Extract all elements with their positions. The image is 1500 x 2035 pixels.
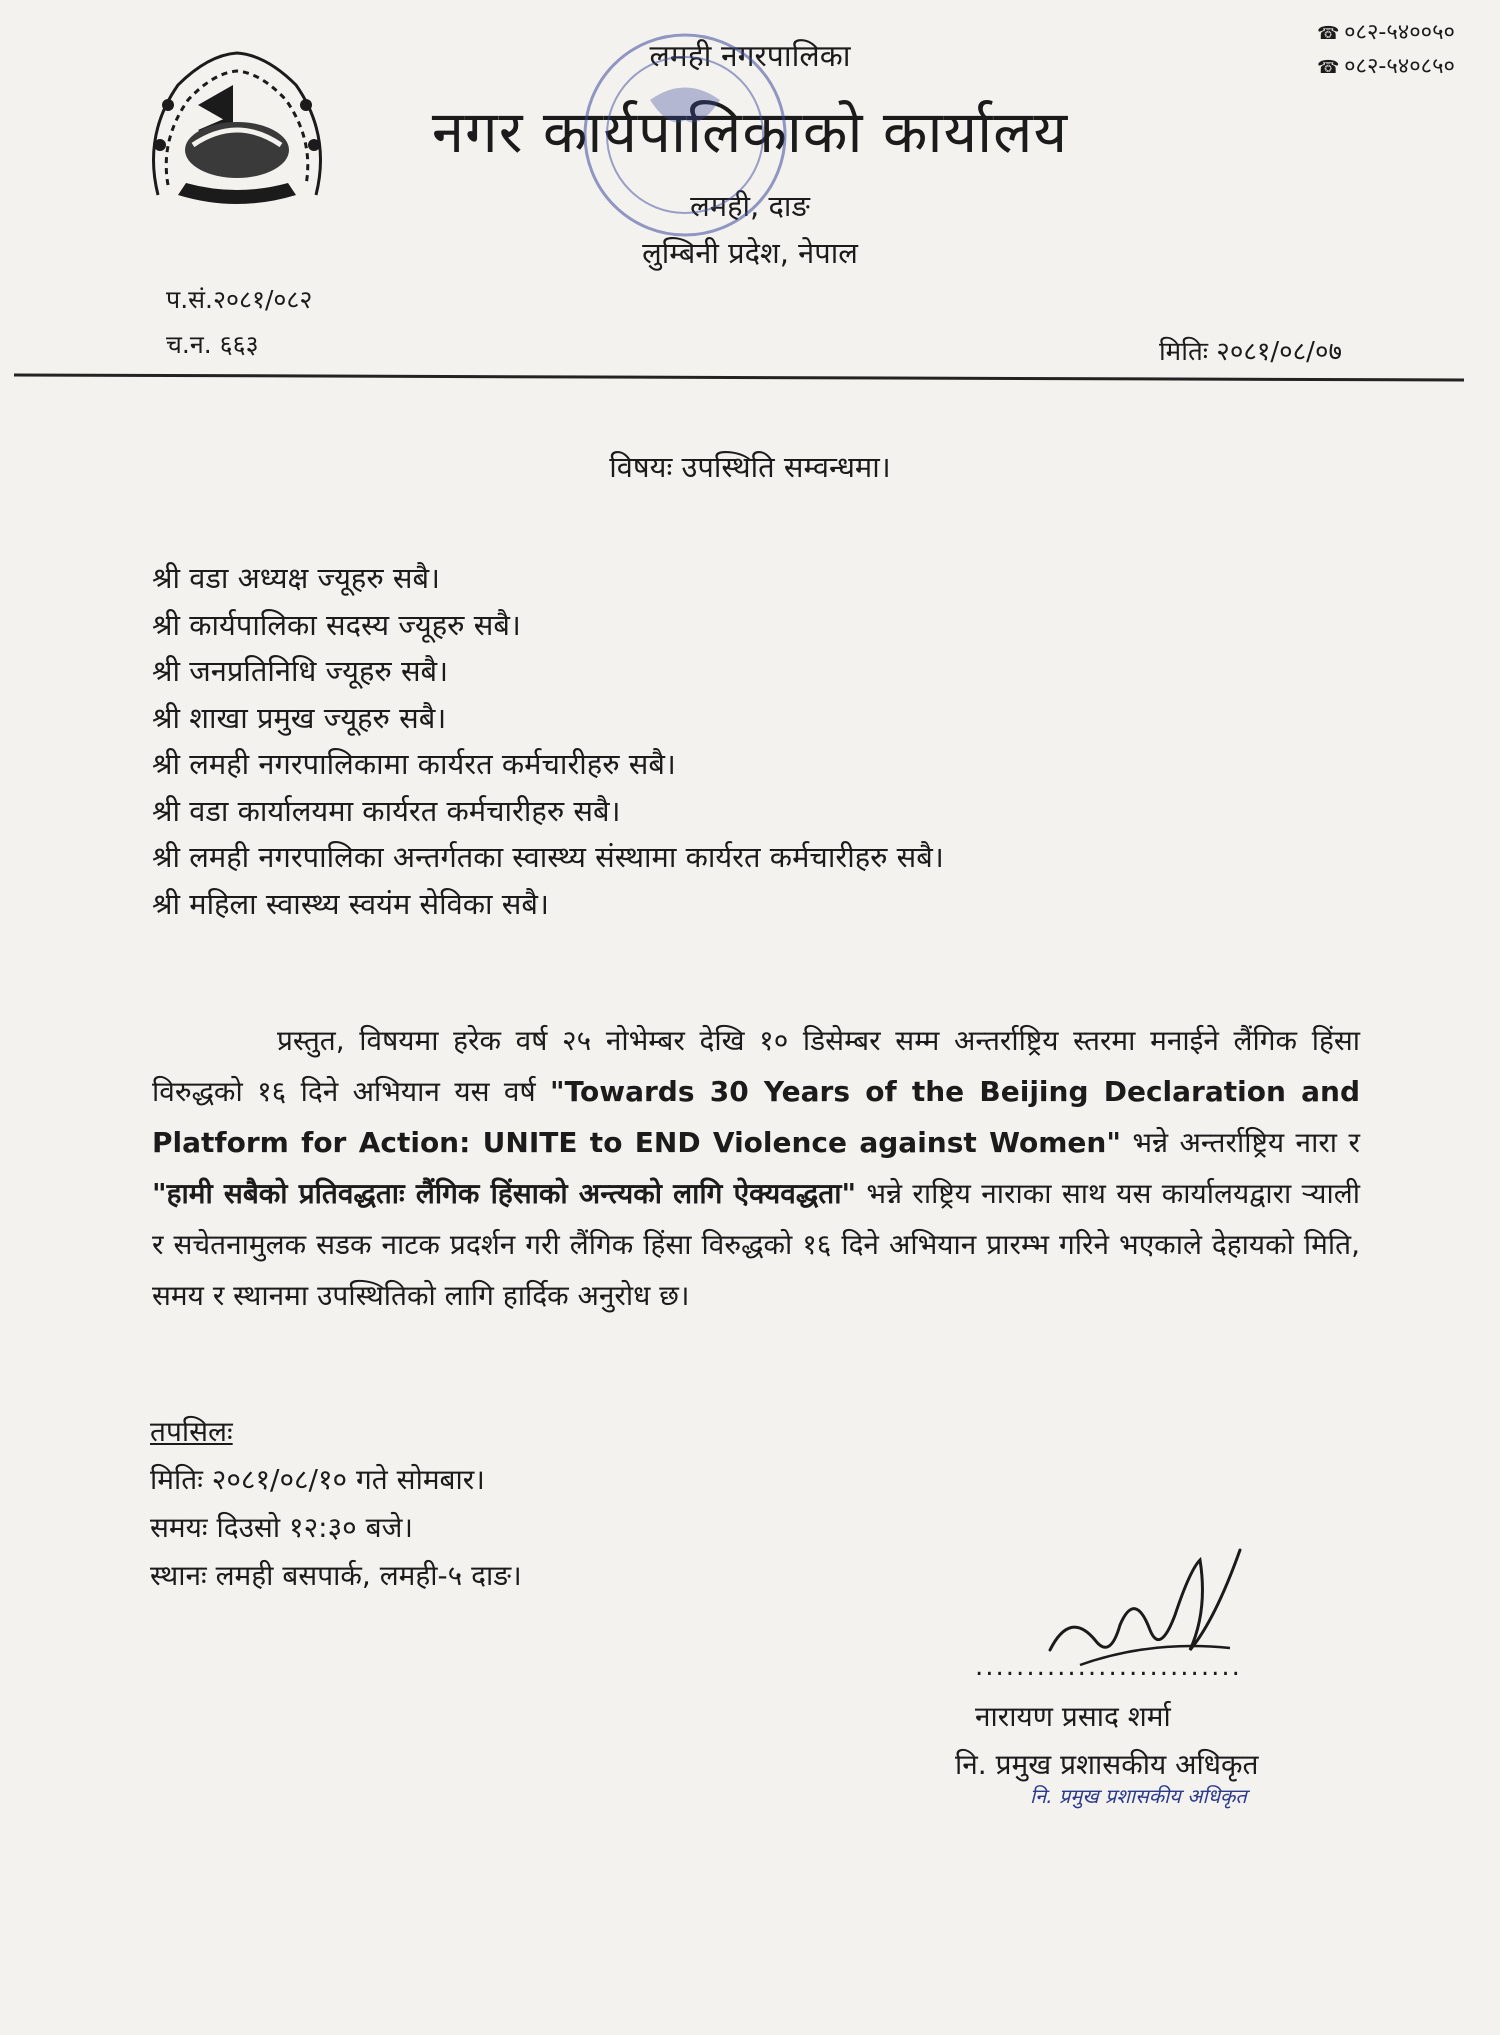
details-heading: तपसिलः <box>150 1415 233 1448</box>
body-text-1: प्रस्तुत, विषयमा हरेक वर्ष २५ नोभेम्बर देखि १० डिसेम्बर सम्म अन्तर्राष्ट्रिय स्तरमा मनाईने लैंगिक हिंसा विरुद्धको १६ दिने अभियान यस वर्ष <box>152 1024 1360 1108</box>
recipient-item: श्री लमही नगरपालिका अन्तर्गतका स्वास्थ्य संस्थामा कार्यरत कर्मचारीहरु सबै। <box>152 840 944 874</box>
recipient-item: श्री लमही नगरपालिकामा कार्यरत कर्मचारीहरु सबै। <box>152 747 676 781</box>
phone-number-2: ०८२-५४०८५० <box>1344 54 1455 79</box>
recipient-item: श्री शाखा प्रमुख ज्यूहरु सबै। <box>152 700 447 735</box>
signer-title-stamp: नि. प्रमुख प्रशासकीय अधिकृत <box>1030 1784 1247 1808</box>
campaign-slogan-english: "Towards 30 Years of the Beijing Declaration and Platform for Action: UNITE to END Violence against Women" <box>152 1075 1360 1159</box>
letter-body <box>152 1015 1360 1321</box>
fiscal-year-ref: प.सं.२०८१/०८२ <box>166 285 313 314</box>
phone-1 <box>1317 16 1455 46</box>
telephone-icon: ☎ <box>1317 57 1340 78</box>
body-text-3: भन्ने राष्ट्रिय नाराका साथ यस कार्यालयद्वारा र्‍याली र सचेतनामुलक सडक नाटक प्रदर्शन गरी लैंगिक हिंसा विरुद्धको १६ दिने अभियान प्रारम्भ गरिने भएकाले देहायको मिति, समय र स्थानमा उपस्थितिको लागि हार्दिक अनुरोध छ। <box>152 1177 1360 1312</box>
office-province: लुम्बिनी प्रदेश, नेपाल <box>642 236 858 270</box>
office-location: लमही, दाङ <box>690 189 810 223</box>
signer-title: नि. प्रमुख प्रशासकीय अधिकृत <box>955 1748 1259 1781</box>
signer-name: नारायण प्रसाद शर्मा <box>975 1700 1171 1733</box>
signature-icon <box>1040 1530 1260 1670</box>
event-details <box>150 1408 522 1600</box>
letter-date: मितिः २०८१/०८/०७ <box>1158 337 1342 367</box>
header-divider <box>14 373 1464 381</box>
telephone-icon: ☎ <box>1317 23 1340 44</box>
recipient-item: श्री वडा अध्यक्ष ज्यूहरु सबै। <box>152 561 441 595</box>
phone-2 <box>1317 50 1455 80</box>
signature-line: .......................... <box>975 1652 1242 1682</box>
office-title: नगर कार्यपालिकाको कार्यालय <box>431 98 1069 166</box>
recipient-item: श्री महिला स्वास्थ्य स्वयंम सेविका सबै। <box>152 886 549 921</box>
recipient-item: श्री वडा कार्यालयमा कार्यरत कर्मचारीहरु सबै। <box>152 793 621 828</box>
event-place: स्थानः लमही बसपार्क, लमही-५ दाङ। <box>150 1559 522 1592</box>
phone-number-1: ०८२-५४००५० <box>1344 20 1455 45</box>
recipient-item: श्री कार्यपालिका सदस्य ज्यूहरु सबै। <box>152 607 521 642</box>
municipality-name: लमही नगरपालिका <box>649 39 851 74</box>
body-text-2: भन्ने अन्तर्राष्ट्रिय नारा र <box>1120 1126 1360 1159</box>
recipient-list <box>152 555 944 927</box>
campaign-slogan-nepali: "हामी सबैको प्रतिवद्धताः लैंगिक हिंसाको अन्त्यको लागि ऐक्यवद्धता" <box>152 1177 857 1210</box>
recipient-item: श्री जनप्रतिनिधि ज्यूहरु सबै। <box>152 654 449 688</box>
event-time: समयः दिउसो १२:३० बजे। <box>150 1511 413 1544</box>
event-date: मितिः २०८१/०८/१० गते सोमबार। <box>150 1463 485 1496</box>
dispatch-number: च.न. ६६३ <box>166 330 259 359</box>
letter-subject: विषयः उपस्थिति सम्वन्धमा। <box>609 450 891 484</box>
